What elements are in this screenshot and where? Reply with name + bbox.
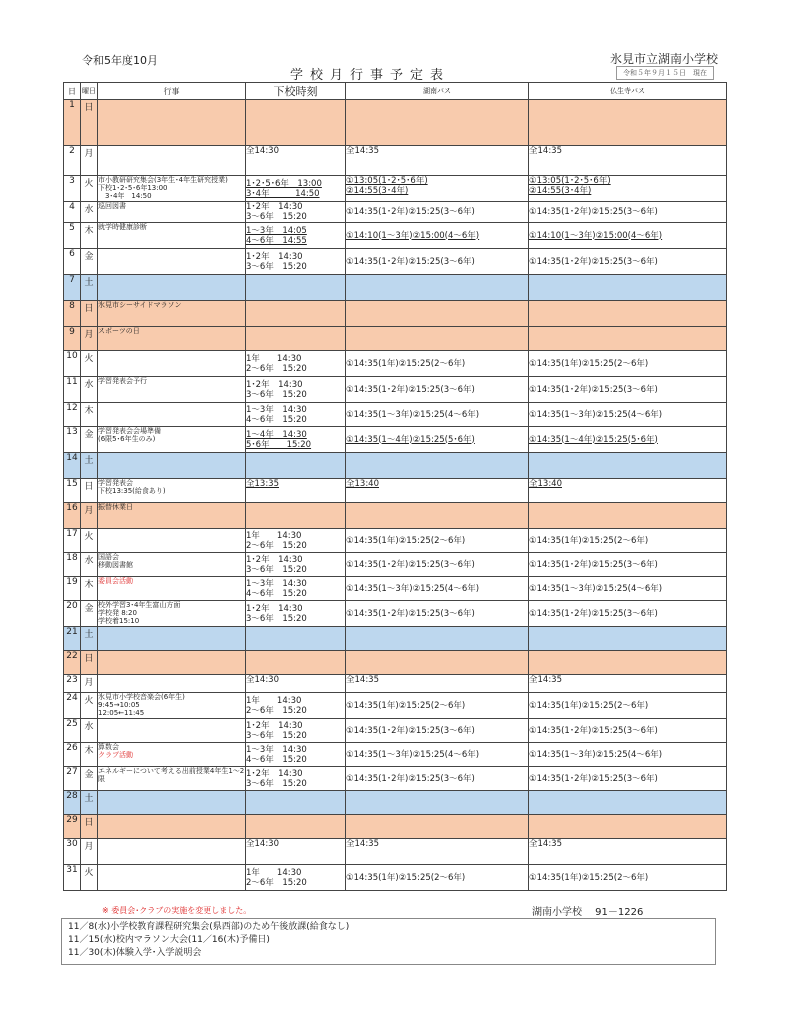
bus-konan-cell [346, 627, 529, 651]
event-cell [98, 577, 246, 601]
dismissal-cell: 1年 14:30 2～6年 15:20 [246, 693, 346, 719]
event-cell [98, 453, 246, 479]
weekday-cell: 金 [81, 601, 98, 627]
table-row [64, 839, 727, 865]
weekday-cell: 月 [81, 503, 98, 529]
weekday-cell: 土 [81, 453, 98, 479]
event-cell [98, 146, 246, 176]
table-row [64, 503, 727, 529]
school-name: 氷見市立湖南小学校 [609, 52, 718, 66]
notice-item: 11／15(水)校内マラソン大会(11／16(木)予備日) [68, 935, 270, 945]
event-cell [98, 693, 246, 719]
event-text: エネルギーについて考える出前授業4年生1～2限 [98, 767, 245, 783]
bus-busshoji-cell: ①14:35(1･2年)②15:25(3～6年) [529, 202, 727, 223]
day-cell: 3 [64, 176, 81, 202]
fiscal-month: 令和5年度10月 [82, 54, 158, 67]
weekday-cell: 日 [81, 100, 98, 146]
event-cell [98, 627, 246, 651]
bus-busshoji-cell: 全14:35 [529, 675, 727, 693]
bus-konan-cell: ①14:35(1～4年)②15:25(5･6年) [346, 427, 529, 453]
dismissal-cell: 1年 14:30 2～6年 15:20 [246, 529, 346, 553]
dismissal-cell: 1～3年 14:30 4～6年 15:20 [246, 577, 346, 601]
day-cell: 12 [64, 403, 81, 427]
table-row [64, 577, 727, 601]
event-cell [98, 651, 246, 675]
bus-konan-cell: ①14:10(1～3年)②15:00(4～6年) [346, 223, 529, 249]
event-text: 校外学習3･4年生富山方面 学校発 8:20 学校着15:10 [98, 601, 181, 625]
change-note: ※ 委員会･クラブの実施を変更しました。 [102, 906, 252, 915]
bus-busshoji-cell: ①14:10(1～3年)②15:00(4～6年) [529, 223, 727, 249]
table-row [64, 529, 727, 553]
weekday-cell: 月 [81, 146, 98, 176]
bus-busshoji-cell [529, 815, 727, 839]
bus-busshoji-cell: ①14:35(1～3年)②15:25(4～6年) [529, 743, 727, 767]
bus-busshoji-cell: ①13:05(1･2･5･6年) ②14:55(3･4年) [529, 176, 727, 202]
dismissal-cell [246, 327, 346, 351]
table-row [64, 815, 727, 839]
day-cell: 20 [64, 601, 81, 627]
bus-konan-cell: ①14:35(1･2年)②15:25(3～6年) [346, 202, 529, 223]
dismissal-cell: 全14:30 [246, 146, 346, 176]
table-row [64, 301, 727, 327]
table-row [64, 176, 727, 202]
bus-konan-cell [346, 453, 529, 479]
event-cell [98, 275, 246, 301]
bus-busshoji-cell: ①14:35(1･2年)②15:25(3～6年) [529, 719, 727, 743]
bus-busshoji-cell: ①14:35(1～3年)②15:25(4～6年) [529, 403, 727, 427]
col-day-header: 日 [64, 83, 81, 100]
bus-konan-cell: ①14:35(1～3年)②15:25(4～6年) [346, 403, 529, 427]
day-cell: 26 [64, 743, 81, 767]
day-cell: 7 [64, 275, 81, 301]
table-row [64, 791, 727, 815]
notice-item: 11／8(水)小学校教育課程研究集会(県西部)のため午後放課(給食なし) [68, 922, 350, 932]
as-of-date: 令和５年９月１５日 現在 [616, 66, 714, 80]
schedule-rows [64, 100, 727, 891]
event-text: 学習発表会予行 [98, 377, 147, 385]
bus-busshoji-cell [529, 791, 727, 815]
notice-item: 11／30(木)体験入学･入学説明会 [68, 948, 202, 958]
event-text: 氷見市シーサイドマラソン [98, 301, 182, 309]
table-row [64, 767, 727, 791]
event-text: 巡回図書 [98, 202, 126, 210]
dismissal-cell: 1～3年 14:30 4～6年 15:20 [246, 403, 346, 427]
bus-busshoji-cell [529, 327, 727, 351]
bus-konan-cell: ①14:35(1年)②15:25(2～6年) [346, 529, 529, 553]
table-row [64, 865, 727, 891]
bus-konan-cell [346, 791, 529, 815]
dismissal-cell: 1～4年 14:30 5･6年 15:20 [246, 427, 346, 453]
bus-konan-cell: ①13:05(1･2･5･6年) ②14:55(3･4年) [346, 176, 529, 202]
dismissal-cell: 1･2年 14:30 3～6年 15:20 [246, 719, 346, 743]
bus-konan-cell: ①14:35(1･2年)②15:25(3～6年) [346, 553, 529, 577]
dismissal-cell: 1･2年 14:30 3～6年 15:20 [246, 767, 346, 791]
event-text: 就学時健康診断 [98, 223, 147, 231]
dismissal-cell: 1年 14:30 2～6年 15:20 [246, 865, 346, 891]
bus-busshoji-cell: ①14:35(1年)②15:25(2～6年) [529, 693, 727, 719]
event-cell [98, 223, 246, 249]
bus-busshoji-cell [529, 651, 727, 675]
dismissal-cell: 1･2年 14:30 3～6年 15:20 [246, 377, 346, 403]
dismissal-cell: 全13:35 [246, 479, 346, 503]
day-cell: 14 [64, 453, 81, 479]
event-text: 市小教研研究集会(3年生･4年生研究授業) 下校1･2･5･6年13:00 3･4年 14:50 [98, 176, 228, 200]
event-cell [98, 100, 246, 146]
day-cell: 28 [64, 791, 81, 815]
col-bus-konan-header: 湖南バス [346, 83, 529, 100]
weekday-cell: 木 [81, 403, 98, 427]
table-row [64, 327, 727, 351]
bus-konan-cell: ①14:35(1･2年)②15:25(3～6年) [346, 719, 529, 743]
event-cell [98, 791, 246, 815]
weekday-cell: 土 [81, 275, 98, 301]
table-row [64, 377, 727, 403]
table-row [64, 743, 727, 767]
weekday-cell: 土 [81, 627, 98, 651]
day-cell: 19 [64, 577, 81, 601]
day-cell: 10 [64, 351, 81, 377]
table-row [64, 275, 727, 301]
event-text: スポーツの日 [98, 327, 140, 335]
weekday-cell: 月 [81, 327, 98, 351]
bus-busshoji-cell: ①14:35(1･2年)②15:25(3～6年) [529, 553, 727, 577]
event-cell [98, 327, 246, 351]
bus-busshoji-cell: ①14:35(1年)②15:25(2～6年) [529, 351, 727, 377]
day-cell: 9 [64, 327, 81, 351]
bus-konan-cell: 全13:40 [346, 479, 529, 503]
event-cell [98, 767, 246, 791]
table-row [64, 427, 727, 453]
bus-busshoji-cell: ①14:35(1･2年)②15:25(3～6年) [529, 601, 727, 627]
bus-busshoji-cell [529, 453, 727, 479]
weekday-cell: 火 [81, 529, 98, 553]
bus-konan-cell [346, 100, 529, 146]
dismissal-cell: 1～3年 14:30 4～6年 15:20 [246, 743, 346, 767]
bus-busshoji-cell [529, 275, 727, 301]
school-contact: 湖南小学校 91－1226 [532, 907, 644, 918]
day-cell: 16 [64, 503, 81, 529]
weekday-cell: 火 [81, 351, 98, 377]
bus-konan-cell: ①14:35(1年)②15:25(2～6年) [346, 351, 529, 377]
day-cell: 11 [64, 377, 81, 403]
bus-busshoji-cell [529, 100, 727, 146]
bus-konan-cell [346, 275, 529, 301]
table-row [64, 249, 727, 275]
event-cell [98, 743, 246, 767]
table-row [64, 223, 727, 249]
dismissal-cell: 1･2年 14:30 3～6年 15:20 [246, 553, 346, 577]
bus-busshoji-cell: 全14:35 [529, 839, 727, 865]
bus-busshoji-cell [529, 301, 727, 327]
bus-konan-cell: ①14:35(1年)②15:25(2～6年) [346, 865, 529, 891]
day-cell: 24 [64, 693, 81, 719]
table-row [64, 693, 727, 719]
event-cell [98, 815, 246, 839]
bus-busshoji-cell: ①14:35(1年)②15:25(2～6年) [529, 865, 727, 891]
day-cell: 17 [64, 529, 81, 553]
bus-busshoji-cell [529, 627, 727, 651]
dismissal-cell: 全14:30 [246, 675, 346, 693]
dismissal-cell [246, 301, 346, 327]
dismissal-cell [246, 453, 346, 479]
page-title: 学校月行事予定表 [289, 68, 450, 83]
bus-busshoji-cell: ①14:35(1年)②15:25(2～6年) [529, 529, 727, 553]
event-cell [98, 479, 246, 503]
day-cell: 4 [64, 202, 81, 223]
table-row [64, 651, 727, 675]
bus-busshoji-cell: ①14:35(1･2年)②15:25(3～6年) [529, 377, 727, 403]
weekday-cell: 土 [81, 791, 98, 815]
col-bus-busshoji-header: 仏生寺バス [529, 83, 727, 100]
dismissal-cell: 1･2年 14:30 3～6年 15:20 [246, 601, 346, 627]
event-cell [98, 675, 246, 693]
bus-konan-cell: ①14:35(1･2年)②15:25(3～6年) [346, 601, 529, 627]
weekday-cell: 日 [81, 651, 98, 675]
dismissal-cell [246, 100, 346, 146]
dismissal-cell: 1･2年 14:30 3～6年 15:20 [246, 202, 346, 223]
table-header-row [64, 83, 727, 100]
event-cell [98, 301, 246, 327]
table-row [64, 627, 727, 651]
dismissal-cell [246, 503, 346, 529]
event-cell [98, 503, 246, 529]
table-row [64, 601, 727, 627]
day-cell: 23 [64, 675, 81, 693]
event-text: 国語会 移動図書館 [98, 553, 133, 569]
weekday-cell: 木 [81, 577, 98, 601]
day-cell: 27 [64, 767, 81, 791]
col-event-header: 行事 [98, 83, 246, 100]
weekday-cell: 金 [81, 249, 98, 275]
dismissal-cell [246, 275, 346, 301]
weekday-cell: 日 [81, 301, 98, 327]
bus-busshoji-cell: 全14:35 [529, 146, 727, 176]
event-cell [98, 865, 246, 891]
bus-busshoji-cell: ①14:35(1･2年)②15:25(3～6年) [529, 767, 727, 791]
table-row [64, 351, 727, 377]
bus-konan-cell: ①14:35(1･2年)②15:25(3～6年) [346, 767, 529, 791]
col-dismissal-header: 下校時刻 [246, 83, 346, 100]
bus-konan-cell: 全14:35 [346, 839, 529, 865]
event-cell [98, 351, 246, 377]
day-cell: 13 [64, 427, 81, 453]
day-cell: 29 [64, 815, 81, 839]
weekday-cell: 金 [81, 767, 98, 791]
dismissal-cell [246, 791, 346, 815]
table-row [64, 403, 727, 427]
bus-konan-cell [346, 815, 529, 839]
bus-konan-cell: ①14:35(1～3年)②15:25(4～6年) [346, 743, 529, 767]
event-cell [98, 377, 246, 403]
bus-konan-cell: ①14:35(1･2年)②15:25(3～6年) [346, 249, 529, 275]
table-row [64, 553, 727, 577]
dismissal-cell: 1～3年 14:05 4～6年 14:55 [246, 223, 346, 249]
weekday-cell: 水 [81, 719, 98, 743]
event-cell [98, 529, 246, 553]
day-cell: 22 [64, 651, 81, 675]
bus-konan-cell: 全14:35 [346, 675, 529, 693]
event-cell [98, 403, 246, 427]
event-cell [98, 553, 246, 577]
weekday-cell: 日 [81, 815, 98, 839]
day-cell: 31 [64, 865, 81, 891]
table-row [64, 202, 727, 223]
table-row [64, 675, 727, 693]
weekday-cell: 日 [81, 479, 98, 503]
dismissal-cell: 1･2･5･6年 13:00 3･4年 14:50 [246, 176, 346, 202]
bus-busshoji-cell: ①14:35(1～3年)②15:25(4～6年) [529, 577, 727, 601]
day-cell: 2 [64, 146, 81, 176]
bus-busshoji-cell: ①14:35(1～4年)②15:25(5･6年) [529, 427, 727, 453]
weekday-cell: 水 [81, 377, 98, 403]
dismissal-cell: 全14:30 [246, 839, 346, 865]
weekday-cell: 水 [81, 202, 98, 223]
col-weekday-header: 曜日 [81, 83, 98, 100]
weekday-cell: 月 [81, 675, 98, 693]
bus-konan-cell: ①14:35(1年)②15:25(2～6年) [346, 693, 529, 719]
weekday-cell: 水 [81, 553, 98, 577]
day-cell: 8 [64, 301, 81, 327]
event-text: 学習発表会 下校13:35(給食あり) [98, 479, 166, 495]
day-cell: 15 [64, 479, 81, 503]
weekday-cell: 火 [81, 693, 98, 719]
day-cell: 30 [64, 839, 81, 865]
bus-busshoji-cell: 全13:40 [529, 479, 727, 503]
event-cell [98, 719, 246, 743]
weekday-cell: 月 [81, 839, 98, 865]
event-cell [98, 249, 246, 275]
notice-box [61, 918, 716, 965]
dismissal-cell: 1･2年 14:30 3～6年 15:20 [246, 249, 346, 275]
day-cell: 18 [64, 553, 81, 577]
event-red-text: クラブ活動 [98, 751, 133, 759]
bus-konan-cell [346, 327, 529, 351]
weekday-cell: 金 [81, 427, 98, 453]
dismissal-cell [246, 815, 346, 839]
weekday-cell: 木 [81, 223, 98, 249]
day-cell: 5 [64, 223, 81, 249]
event-text: 氷見市小学校音楽会(6年生) 9:45→10:05 12:05←11:45 [98, 693, 185, 717]
dismissal-cell: 1年 14:30 2～6年 15:20 [246, 351, 346, 377]
bus-konan-cell: 全14:35 [346, 146, 529, 176]
dismissal-cell [246, 627, 346, 651]
table-row [64, 719, 727, 743]
weekday-cell: 木 [81, 743, 98, 767]
day-cell: 6 [64, 249, 81, 275]
table-row [64, 146, 727, 176]
bus-busshoji-cell [529, 503, 727, 529]
bus-konan-cell [346, 301, 529, 327]
bus-konan-cell [346, 651, 529, 675]
day-cell: 25 [64, 719, 81, 743]
event-text: 学習発表会会場準備 (6限5･6年生のみ) [98, 427, 161, 443]
bus-busshoji-cell: ①14:35(1･2年)②15:25(3～6年) [529, 249, 727, 275]
bus-konan-cell: ①14:35(1～3年)②15:25(4～6年) [346, 577, 529, 601]
table-row [64, 453, 727, 479]
dismissal-cell [246, 651, 346, 675]
event-text: 振替休業日 [98, 503, 133, 511]
bus-konan-cell [346, 503, 529, 529]
table-row [64, 100, 727, 146]
day-cell: 21 [64, 627, 81, 651]
event-cell [98, 202, 246, 223]
event-cell [98, 839, 246, 865]
day-cell: 1 [64, 100, 81, 146]
event-cell [98, 427, 246, 453]
table-row [64, 479, 727, 503]
bus-konan-cell: ①14:35(1･2年)②15:25(3～6年) [346, 377, 529, 403]
event-cell [98, 601, 246, 627]
weekday-cell: 火 [81, 865, 98, 891]
weekday-cell: 火 [81, 176, 98, 202]
event-text: 算数会 [98, 743, 119, 751]
event-red-text: 委員会活動 [98, 577, 133, 585]
event-cell [98, 176, 246, 202]
schedule-table [63, 82, 727, 891]
